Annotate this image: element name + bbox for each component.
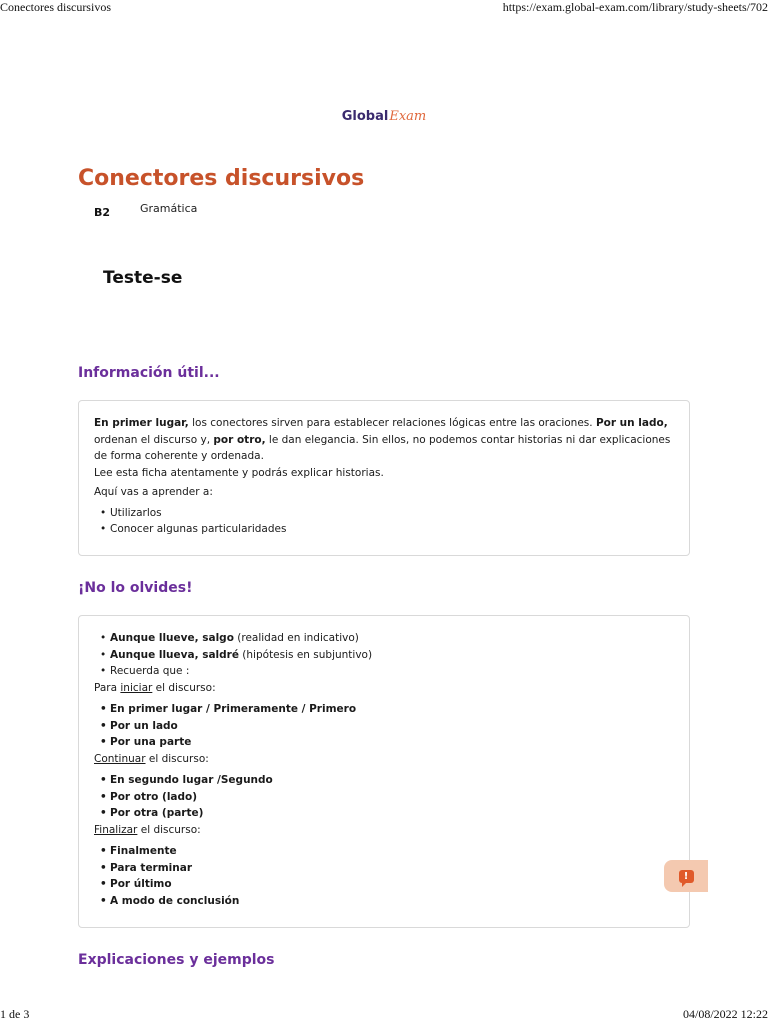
list-item: • Por último [110,876,675,893]
bold-text: Por un lado, [595,417,668,429]
info-paragraph: Aquí vas a aprender a: [94,486,213,498]
level-badge: B2 [94,206,111,219]
category-label: Gramática [140,202,198,215]
list-item: • Recuerda que : [110,663,675,680]
section-heading-info: Información útil... [78,365,220,381]
list-item: • Finalmente [110,843,675,860]
info-list [94,505,675,538]
list-item: • Por otra (parte) [110,805,675,822]
remember-card [78,615,690,928]
print-footer-page: 1 de 3 [0,1007,30,1021]
info-paragraph: En primer lugar, los conectores sirven para establecer relaciones lógicas entre las oraciones. Por un lado, ordenan el discurso y, por otro, le dan elegancia. Sin ellos, no podemos contar historias ni dar explicaciones de forma coherente y ordenada. [94,417,671,462]
section-heading-remember: ¡No lo olvides! [78,580,193,596]
list-item: • Para terminar [110,860,675,877]
list-item: • A modo de conclusión [110,893,675,910]
test-yourself-link[interactable]: Teste-se [103,268,183,288]
bold-text: por otro, [213,433,266,446]
list-item: • En primer lugar / Primeramente / Primero [110,701,675,718]
list-item: • Aunque llueve, salgo (realidad en indicativo) [110,630,675,647]
list-item: • Por otro (lado) [110,789,675,806]
print-header-title: Conectores discursivos [0,0,111,14]
list-item: • Utilizarlos [110,505,675,522]
print-header-url: https://exam.global-exam.com/library/study-sheets/702 [502,0,768,14]
continue-connectors-list [94,772,675,822]
alert-icon: ! [679,870,694,883]
print-header [0,0,768,16]
list-item: • Por un lado [110,718,675,735]
globalexam-logo [0,108,768,126]
list-item: • Por una parte [110,734,675,751]
group-label-start: Para iniciar el discurso: [94,681,216,694]
info-paragraph: Lee esta ficha atentamente y podrás explicar historias. [94,466,384,479]
list-item: • Conocer algunas particularidades [110,521,675,538]
feedback-button[interactable] [664,860,708,892]
start-connectors-list [94,701,675,751]
info-card [78,400,690,556]
group-label-continue: Continuar el discurso: [94,752,209,765]
print-footer [0,1006,768,1024]
section-heading-examples: Explicaciones y ejemplos [78,952,275,968]
logo-text-exam: Exam [389,109,427,124]
remember-list [94,630,675,680]
group-label-finish: Finalizar el discurso: [94,823,201,836]
print-footer-date: 04/08/2022 12:22 [682,1007,768,1021]
bold-text: En primer lugar, [94,417,189,429]
list-item: • Aunque llueva, saldré (hipótesis en subjuntivo) [110,647,675,664]
page-title: Conectores discursivos [78,166,365,191]
finish-connectors-list [94,843,675,909]
list-item: • En segundo lugar /Segundo [110,772,675,789]
logo-text-global: Global [341,109,389,124]
